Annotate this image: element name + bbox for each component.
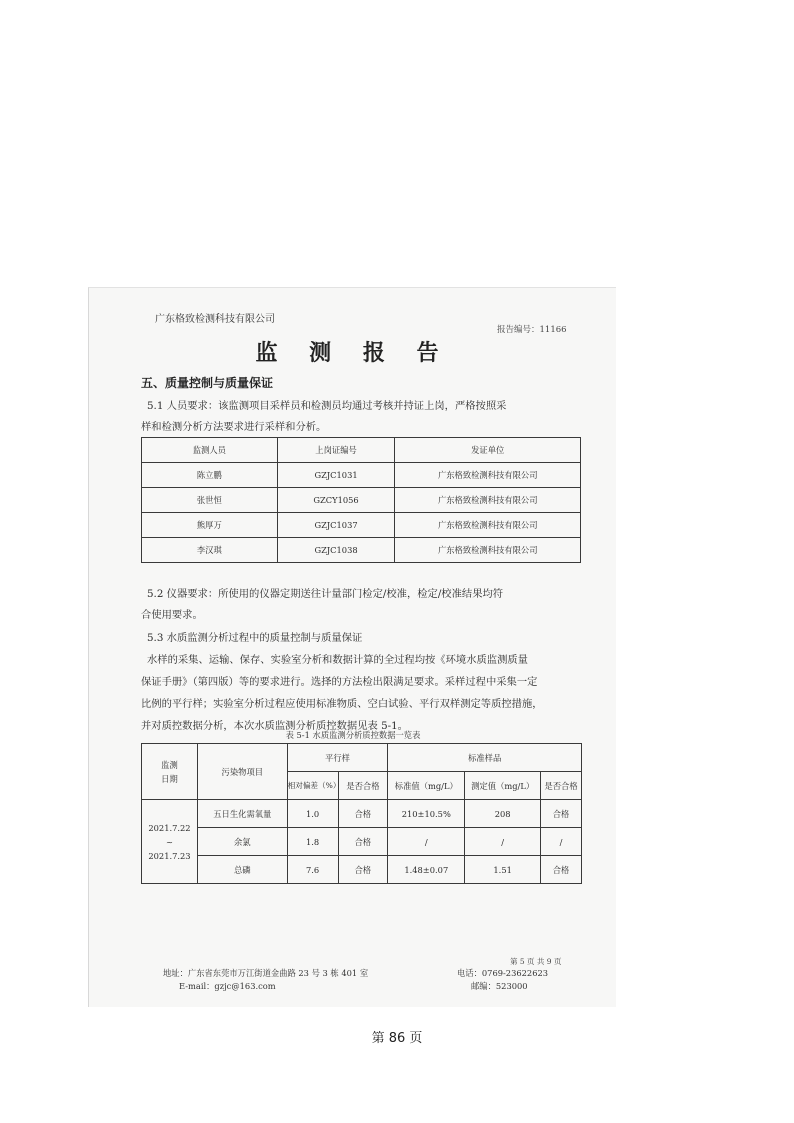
pollutant: 余氯 (197, 828, 287, 856)
staff-name: 熊厚万 (142, 513, 278, 538)
certificate-number: GZJC1031 (277, 463, 395, 488)
certificate-number: GZCY1056 (277, 488, 395, 513)
header-cell: 是否合格 (338, 772, 388, 800)
table-row (142, 513, 581, 538)
paragraph-5-3 (141, 649, 543, 737)
company-header: 广东格致检测科技有限公司 (155, 314, 275, 325)
paragraph-line: 保证手册》（第四版）等的要求进行。选择的方法检出限满足要求。采样过程中采集一定 (141, 676, 538, 688)
paragraph-line: 水样的采集、运输、保存、实验室分析和数据计算的全过程均按《环境水质监测质量 (147, 654, 528, 666)
issuing-unit: 广东格致检测科技有限公司 (395, 463, 581, 488)
standard-value: / (388, 828, 465, 856)
footer-contact-left (163, 967, 368, 993)
pollutant: 五日生化需氧量 (197, 800, 287, 828)
header-cell: 监测人员 (142, 438, 278, 463)
staff-table (141, 437, 581, 563)
address: 地址：广东省东莞市万江街道金曲路 23 号 3 栋 401 室 (163, 968, 369, 978)
paragraph-line: 5.2 仪器要求：所使用的仪器定期送往计量部门检定/校准，检定/校准结果均符 (147, 588, 504, 600)
paragraph-5-3-heading: 5.3 水质监测分析过程中的质量控制与质量保证 (147, 632, 363, 644)
section-heading: 五、质量控制与质量保证 (141, 376, 274, 390)
paragraph-line: 比例的平行样；实验室分析过程应使用标准物质、空白试验、平行双样测定等质控措施， (141, 698, 543, 710)
header-cell: 标准样品 (388, 744, 582, 772)
qc-table-caption: 表 5-1 水质监测分析质控数据一览表 (285, 730, 421, 740)
paragraph-line: 样和检测分析方法要求进行采样和分析。 (141, 421, 327, 433)
scanned-report-sheet (88, 287, 616, 1007)
postcode: 邮编：523000 (471, 981, 528, 991)
table-header-row (142, 438, 581, 463)
standard-pass: 合格 (541, 856, 582, 884)
phone: 电话：0769-23622623 (457, 968, 549, 978)
report-title: 监 测 报 告 (255, 340, 451, 366)
paragraph-line: 5.1 人员要求：该监测项目采样员和检测员均通过考核并持证上岗，严格按照采 (147, 400, 507, 412)
report-page-count: 第 5 页 共 9 页 (510, 957, 562, 966)
header-cell: 是否合格 (541, 772, 582, 800)
paragraph-5-1 (141, 396, 507, 438)
qc-table (141, 743, 582, 884)
table-header-row (142, 744, 582, 772)
email: E-mail：gzjc@163.com (179, 981, 276, 991)
standard-pass: / (541, 828, 582, 856)
standard-value: 1.48±0.07 (388, 856, 465, 884)
paragraph-line: 合使用要求。 (141, 609, 203, 621)
parallel-pass: 合格 (338, 828, 388, 856)
staff-name: 李汉琪 (142, 538, 278, 563)
footer-contact-right (457, 967, 548, 993)
header-cell: 平行样 (287, 744, 388, 772)
issuing-unit: 广东格致检测科技有限公司 (395, 488, 581, 513)
table-row (142, 856, 582, 884)
header-date: 监测日期 (161, 759, 178, 784)
paragraph-5-2 (141, 584, 504, 626)
relative-deviation: 1.8 (287, 828, 338, 856)
relative-deviation: 1.0 (287, 800, 338, 828)
parallel-pass: 合格 (338, 800, 388, 828)
date-range: 2021.7.22 ~ 2021.7.23 (148, 822, 191, 861)
standard-pass: 合格 (541, 800, 582, 828)
measured-value: / (465, 828, 541, 856)
table-row (142, 463, 581, 488)
header-cell: 污染物项目 (197, 744, 287, 800)
pollutant: 总磷 (197, 856, 287, 884)
standard-value: 210±10.5% (388, 800, 465, 828)
header-cell: 测定值（mg/L） (465, 772, 541, 800)
header-cell (142, 744, 198, 800)
header-cell: 上岗证编号 (277, 438, 395, 463)
page-number-footer: 第 86 页 (371, 1031, 423, 1046)
certificate-number: GZJC1037 (277, 513, 395, 538)
issuing-unit: 广东格致检测科技有限公司 (395, 513, 581, 538)
measured-value: 208 (465, 800, 541, 828)
parallel-pass: 合格 (338, 856, 388, 884)
table-row (142, 828, 582, 856)
certificate-number: GZJC1038 (277, 538, 395, 563)
header-cell: 标准值（mg/L） (388, 772, 465, 800)
paragraph-line: 并对质控数据分析，本次水质监测分析质控数据见表 5-1。 (141, 720, 408, 732)
staff-name: 陈立鹏 (142, 463, 278, 488)
issuing-unit: 广东格致检测科技有限公司 (395, 538, 581, 563)
header-cell: 发证单位 (395, 438, 581, 463)
report-number: 报告编号：11166 (497, 325, 567, 335)
table-row (142, 488, 581, 513)
staff-name: 张世恒 (142, 488, 278, 513)
date-range-cell (142, 800, 198, 884)
relative-deviation: 7.6 (287, 856, 338, 884)
table-row (142, 800, 582, 828)
measured-value: 1.51 (465, 856, 541, 884)
header-cell: 相对偏差（%） (287, 772, 338, 800)
table-row (142, 538, 581, 563)
